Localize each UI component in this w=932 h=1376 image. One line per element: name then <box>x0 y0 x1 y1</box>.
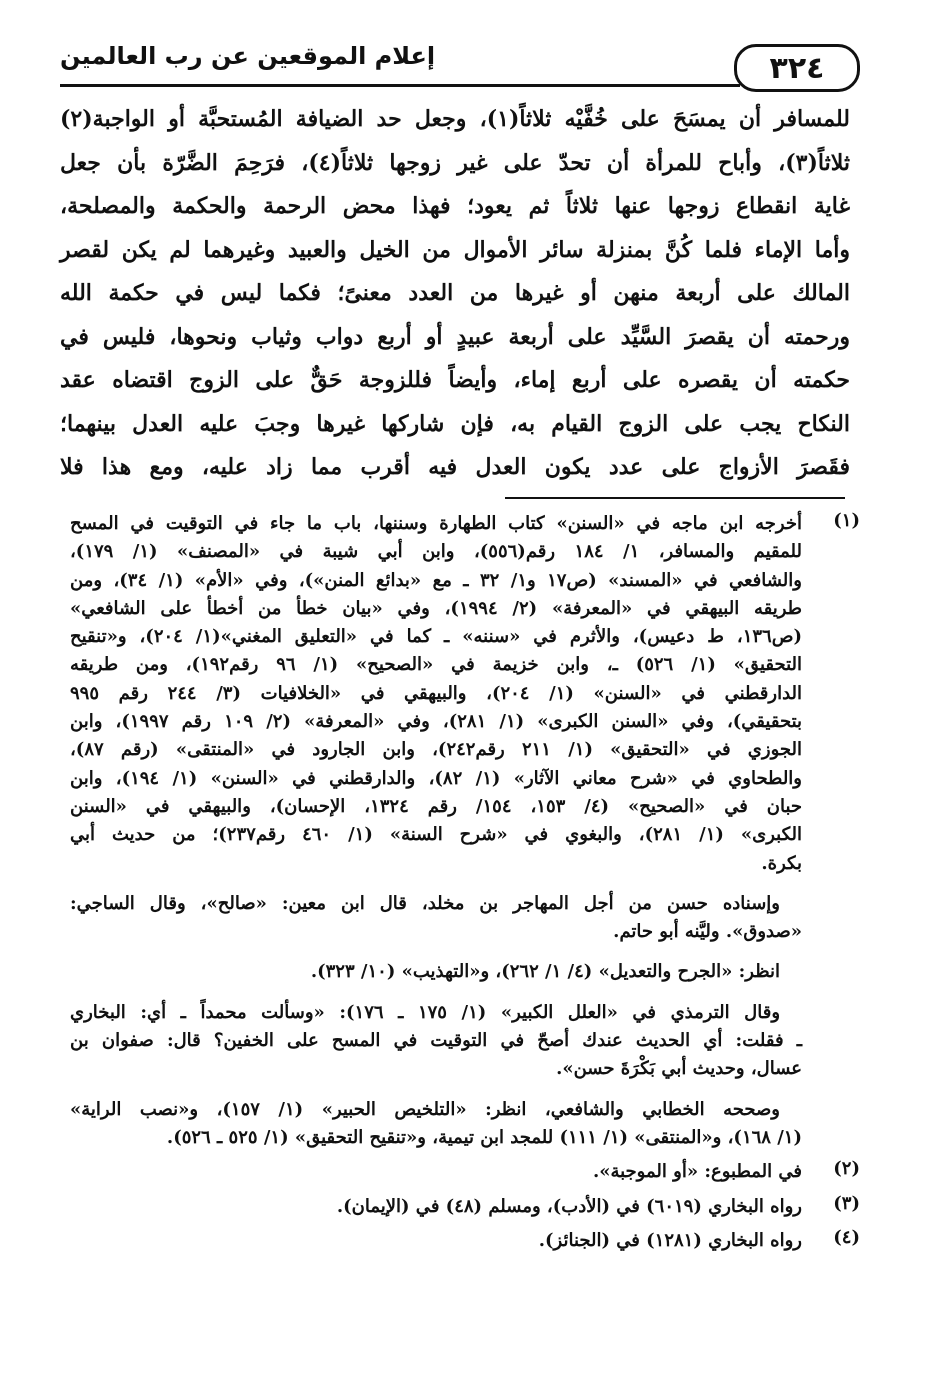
footnote-line: والطحاوي في «شرح معاني الآثار» (١/ ٨٢)، والدارقطني في «السنن» (١/ ١٩٤)، وابن <box>70 767 803 789</box>
footnote-number: (٤) <box>833 1226 860 1248</box>
footnote-paragraph <box>70 1096 802 1153</box>
footnote-line: ـ فقلت: أي الحديث عندك أصحّ في التوقيت في المسح على الخفين؟ قال: صفوان بن <box>70 1030 802 1052</box>
header-rule <box>60 84 740 87</box>
footnote-line: التحقيق» (١/ ٥٢٦) ـ، وابن خزيمة في «الصحيح» (١/ ٩٦ رقم١٩٢)، ومن طريقه <box>70 654 803 676</box>
footnote-line: للمقيم والمسافر، ١/ ١٨٤ رقم(٥٥٦)، وابن أبي شيبة في «المصنف» (١/ ١٧٩)، <box>70 541 803 563</box>
book-title: إعلام الموقعين عن رب العالمين <box>60 42 436 70</box>
footnote-line: وإسناده حسن من أجل المهاجر بن مخلد، قال ابن معين: «صالح»، وقال الساجي: <box>70 892 780 914</box>
footnote-separator <box>505 497 845 499</box>
footnote-number: (١) <box>833 510 860 531</box>
footnote-line: رواه البخاري (١٢٨١) في (الجنائز). <box>538 1229 802 1251</box>
running-header <box>60 38 860 88</box>
body-text-line: وأما الإماء فلما كُنَّ بمنزلة سائر الأموال من الخيل والعبيد وغيرهما لم يكن لقصر <box>60 236 850 263</box>
footnote <box>70 1158 860 1186</box>
body-text-line: ثلاثاً(٣)، وأباح للمرأة أن تحدّ على غير زوجها ثلاثاً(٤)، فرَحِمَ الضَّرّة بأن جعل <box>60 149 850 176</box>
footnote-line: أخرجه ابن ماجه في «السنن» كتاب الطهارة وسننها، باب ما جاء في التوقيت في المسح <box>70 513 802 534</box>
footnote-line: والشافعي في «المسند» (ص١٧ و١/ ٣٢ ـ مع «بدائع المنن»)، وفي «الأم» (١/ ٣٤)، ومن <box>70 569 802 591</box>
footnote-paragraph <box>70 890 802 947</box>
footnote-line: وقال الترمذي في «العلل الكبير» (١/ ١٧٥ ـ ١٧٦): «وسألت محمداً ـ أي: البخاري <box>70 1001 781 1023</box>
footnote <box>70 1193 860 1221</box>
body-text-line: حكمته أن يقصره على أربع إماء، وأيضاً فللزوجة حَقٌّ على الزوج اقتضاه عقد <box>60 367 850 393</box>
footnote-line: بتحقيقي)، وفي «السنن الكبرى» (١/ ٢٨١)، وفي «المعرفة» (٢/ ١٠٩ رقم ١٩٩٧)، وابن <box>70 711 803 733</box>
footnote-line: الدارقطني في «السنن» (١/ ٢٠٤)، والبيهقي في «الخلافيات (٣/ ٢٤٤ رقم ٩٩٥ <box>70 682 803 704</box>
footnote-line: وصححه الخطابي والشافعي، انظر: «التلخيص الحبير» (١/ ١٥٧)، و«نصب الراية» <box>70 1098 780 1120</box>
footnote-line: في المطبوع: «أو الموجبة». <box>592 1161 802 1183</box>
footnote-line: (ص١٣٦، ط دعيس)، والأثرم في «سننه» ـ كما في «التعليق المغني»(١/ ٢٠٤)، و«تنقيح <box>70 626 803 648</box>
footnotes-section <box>70 510 860 1255</box>
footnote-number: (٣) <box>833 1192 860 1214</box>
footnote-line: «صدوق». وليَّنه أبو حاتم. <box>613 921 802 943</box>
body-text-line: فقَصرَ الأزواج على عدد يكون العدل فيه أقرب مما زاد عليه، ومع هذا فلا <box>60 454 850 480</box>
footnote-line: حبان في «الصحيح» (٤/ ١٥٣، ١٥٤/ رقم ١٣٢٤، الإحسان)، والبيهقي في «السنن <box>70 795 803 817</box>
body-text-line: للمسافر أن يمسَحَ على خُفَّيْه ثلاثاً(١)، وجعل حد الضيافة المُستحبَّة أو الواجبة(٢) <box>60 106 850 132</box>
footnote <box>70 510 860 1152</box>
body-text-line: المالك على أربعة منهن أو غيرها من العدد معنىً؛ فكما ليس في حكمة الله <box>60 280 850 306</box>
footnote-line: (١/ ١٦٨)، و«المنتقى» (١/ ١١١) للمجد ابن تيمية، و«تنقيح التحقيق» (١/ ٥٢٥ ـ ٥٢٦). <box>166 1126 802 1148</box>
footnote-line: طريقه البيهقي في «المعرفة» (٢/ ١٩٩٤)، وفي «بيان خطأ من أخطأ على الشافعي» <box>70 597 803 619</box>
footnote-line: انظر: «الجرح والتعديل» (٤/ ١/ ٢٦٢)، و«التهذيب» (١٠/ ٣٢٣). <box>310 961 780 983</box>
body-text-line: غاية انقطاع زوجها عنها ثلاثاً ثم يعود؛ فهذا محض الرحمة والحكمة والمصلحة، <box>60 193 850 219</box>
footnote-paragraph <box>70 999 802 1084</box>
footnote-paragraph <box>70 958 802 986</box>
page-number: ٣٢٤ <box>734 44 860 92</box>
main-body-text <box>60 98 850 490</box>
body-text-line: ورحمته أن يقصرَ السَّيِّد على أربعة عبيدٍ أو أربع دواب وثياب ونحوها، فليس في <box>60 323 850 350</box>
footnote-line: رواه البخاري (٦٠١٩) في (الأدب)، ومسلم (٤٨) في (الإيمان). <box>336 1195 802 1217</box>
footnote-line: الجوزي في «التحقيق» (١/ ٢١١ رقم٢٤٢)، وابن الجارود في «المنتقى» (رقم ٨٧)، <box>70 739 802 761</box>
footnote <box>70 1227 860 1255</box>
footnote-line: عسال، وحديث أبي بَكْرَةَ حسن». <box>556 1058 802 1080</box>
footnote-line: بكرة. <box>761 852 802 874</box>
footnote-line: الكبرى» (١/ ٢٨١)، والبغوي في «شرح السنة» (١/ ٤٦٠ رقم٢٣٧)؛ من حديث أبي <box>70 824 802 846</box>
body-text-line: النكاح يجب على الزوج القيام به، فإن شاركها غيرها وجبَ عليه العدل بينهما؛ <box>60 410 850 437</box>
footnote-number: (٢) <box>833 1158 860 1180</box>
